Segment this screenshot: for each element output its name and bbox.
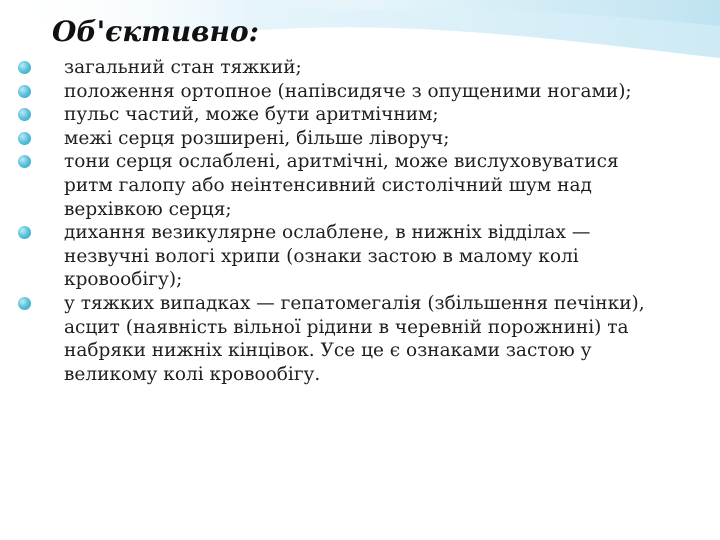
bullet-dot-icon <box>18 61 31 74</box>
bullet-list <box>18 56 658 386</box>
slide-title: Об'єктивно: <box>52 15 259 48</box>
bullet-item <box>18 150 658 221</box>
bullet-item <box>18 221 658 292</box>
bullet-dot-icon <box>18 226 31 239</box>
bullet-item <box>18 103 658 127</box>
bullet-dot-icon <box>18 155 31 168</box>
bullet-text: загальний стан тяжкий; <box>64 57 302 78</box>
bullet-text: пульс частий, може бути аритмічним; <box>64 104 439 126</box>
bullet-dot-icon <box>18 132 31 145</box>
bullet-item <box>18 127 658 151</box>
bullet-item <box>18 292 658 386</box>
bullet-text: положення ортопное (напівсидяче з опущеними ногами); <box>64 80 632 102</box>
bullet-dot-icon <box>18 297 31 310</box>
bullet-item <box>18 80 658 104</box>
bullet-text: у тяжких випадках — гепатомегалія (збільшення печінки), асцит (наявність вільної рідини в черевній порожнині) та набряки нижніх кінцівок. Усе це є ознаками застою у великому колі кровообігу. <box>64 292 645 385</box>
bullet-text: тони серця ослаблені, аритмічні, може вислуховуватися ритм галопу або неінтенсивний систолічний шум над верхівкою серця; <box>64 151 619 220</box>
bullet-dot-icon <box>18 85 31 98</box>
bullet-item <box>18 56 658 80</box>
bullet-dot-icon <box>18 108 31 121</box>
bullet-text: дихання везикулярне ослаблене, в нижніх відділах — незвучні вологі хрипи (ознаки застою в малому колі кровообігу); <box>64 222 591 291</box>
bullet-text: межі серця розширені, більше ліворуч; <box>64 127 450 149</box>
